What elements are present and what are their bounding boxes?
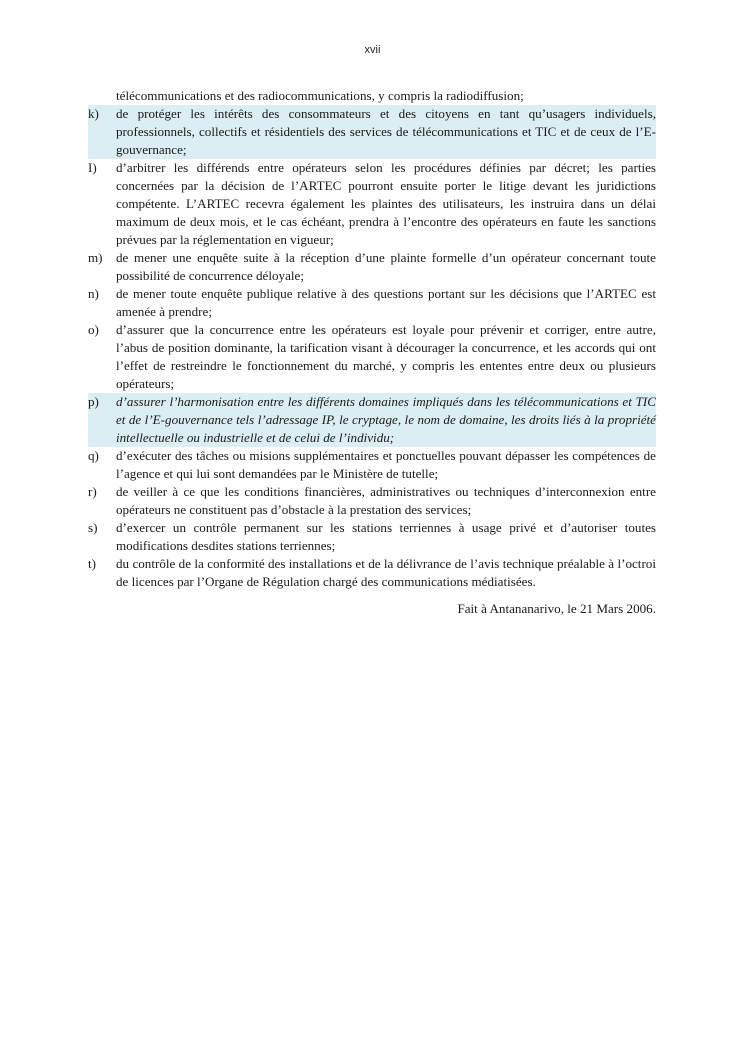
item-text: de protéger les intérêts des consommateurs et des citoyens en tant qu’usagers individuels, professionnels, collectifs et résidentiels des services de télécommunications et TIC et de ceux de l’E-gouvernance; — [116, 106, 656, 157]
item-label: s) — [88, 520, 98, 535]
list-item-k — [88, 105, 656, 159]
item-text: de veiller à ce que les conditions financières, administratives ou techniques d’interconnexion entre opérateurs ne constituent pas d’obstacle à la prestation des services; — [116, 484, 656, 517]
list-item-o — [88, 321, 656, 393]
document-body — [88, 87, 656, 618]
item-text: de mener toute enquête publique relative à des questions portant sur les décisions que l’ARTEC est amenée à prendre; — [116, 286, 656, 319]
page-number: xvii — [364, 44, 381, 56]
item-label: m) — [88, 250, 103, 265]
list-item-q — [88, 447, 656, 483]
list-item-s — [88, 519, 656, 555]
item-text: d’assurer que la concurrence entre les opérateurs est loyale pour prévenir et corriger, entre autre, l’abus de position dominante, la tarification visant à décourager la concurrence, et les accords qui ont l’effet de restreindre le fonctionnement du marché, y compris les ententes entre deux ou plusieurs opérateurs; — [116, 322, 656, 391]
item-label: p) — [88, 394, 99, 409]
list-item-n — [88, 285, 656, 321]
list-item-r — [88, 483, 656, 519]
item-label: t) — [88, 556, 96, 571]
signature-line: Fait à Antananarivo, le 21 Mars 2006. — [457, 601, 656, 616]
continued-paragraph: télécommunications et des radiocommunications, y compris la radiodiffusion; — [116, 88, 524, 103]
item-label: r) — [88, 484, 97, 499]
item-text: d’assurer l’harmonisation entre les différents domaines impliqués dans les télécommunications et TIC et de l’E-gouvernance tels l’adressage IP, le cryptage, le nom de domaine, les droits liés à la propriété intellectuelle ou industrielle et de celui de l’individu; — [116, 394, 656, 445]
item-text: du contrôle de la conformité des installations et de la délivrance de l’avis technique préalable à l’octroi de licences par l’Organe de Régulation chargé des communications médiatisées. — [116, 556, 656, 589]
item-label: k) — [88, 106, 99, 121]
item-text: d’exercer un contrôle permanent sur les stations terriennes à usage privé et d’autoriser toutes modifications desdites stations terriennes; — [116, 520, 656, 553]
item-label: o) — [88, 322, 99, 337]
list-item-m — [88, 249, 656, 285]
item-text: d’arbitrer les différends entre opérateurs selon les procédures définies par décret; les parties concernées par la décision de l’ARTEC pourront ensuite porter le litige devant les juridictions compétente. L’ARTEC recevra également les plaintes des utilisateurs, les instruira dans un délai maximum de deux mois, et le cas échéant, prendra à l’encontre des opérateurs en faute les sanctions prévues par la réglementation en vigueur; — [116, 160, 656, 247]
item-text: d’exécuter des tâches ou misions supplémentaires et ponctuelles pouvant dépasser les compétences de l’agence et qui lui sont demandées par le Ministère de tutelle; — [116, 448, 656, 481]
list-item-t — [88, 555, 656, 591]
list-item-p — [88, 393, 656, 447]
item-label: q) — [88, 448, 99, 463]
item-text: de mener une enquête suite à la réception d’une plainte formelle d’un opérateur concernant toute possibilité de concurrence déloyale; — [116, 250, 656, 283]
list-item-l — [88, 159, 656, 249]
item-label: n) — [88, 286, 99, 301]
item-label: I) — [88, 160, 97, 175]
